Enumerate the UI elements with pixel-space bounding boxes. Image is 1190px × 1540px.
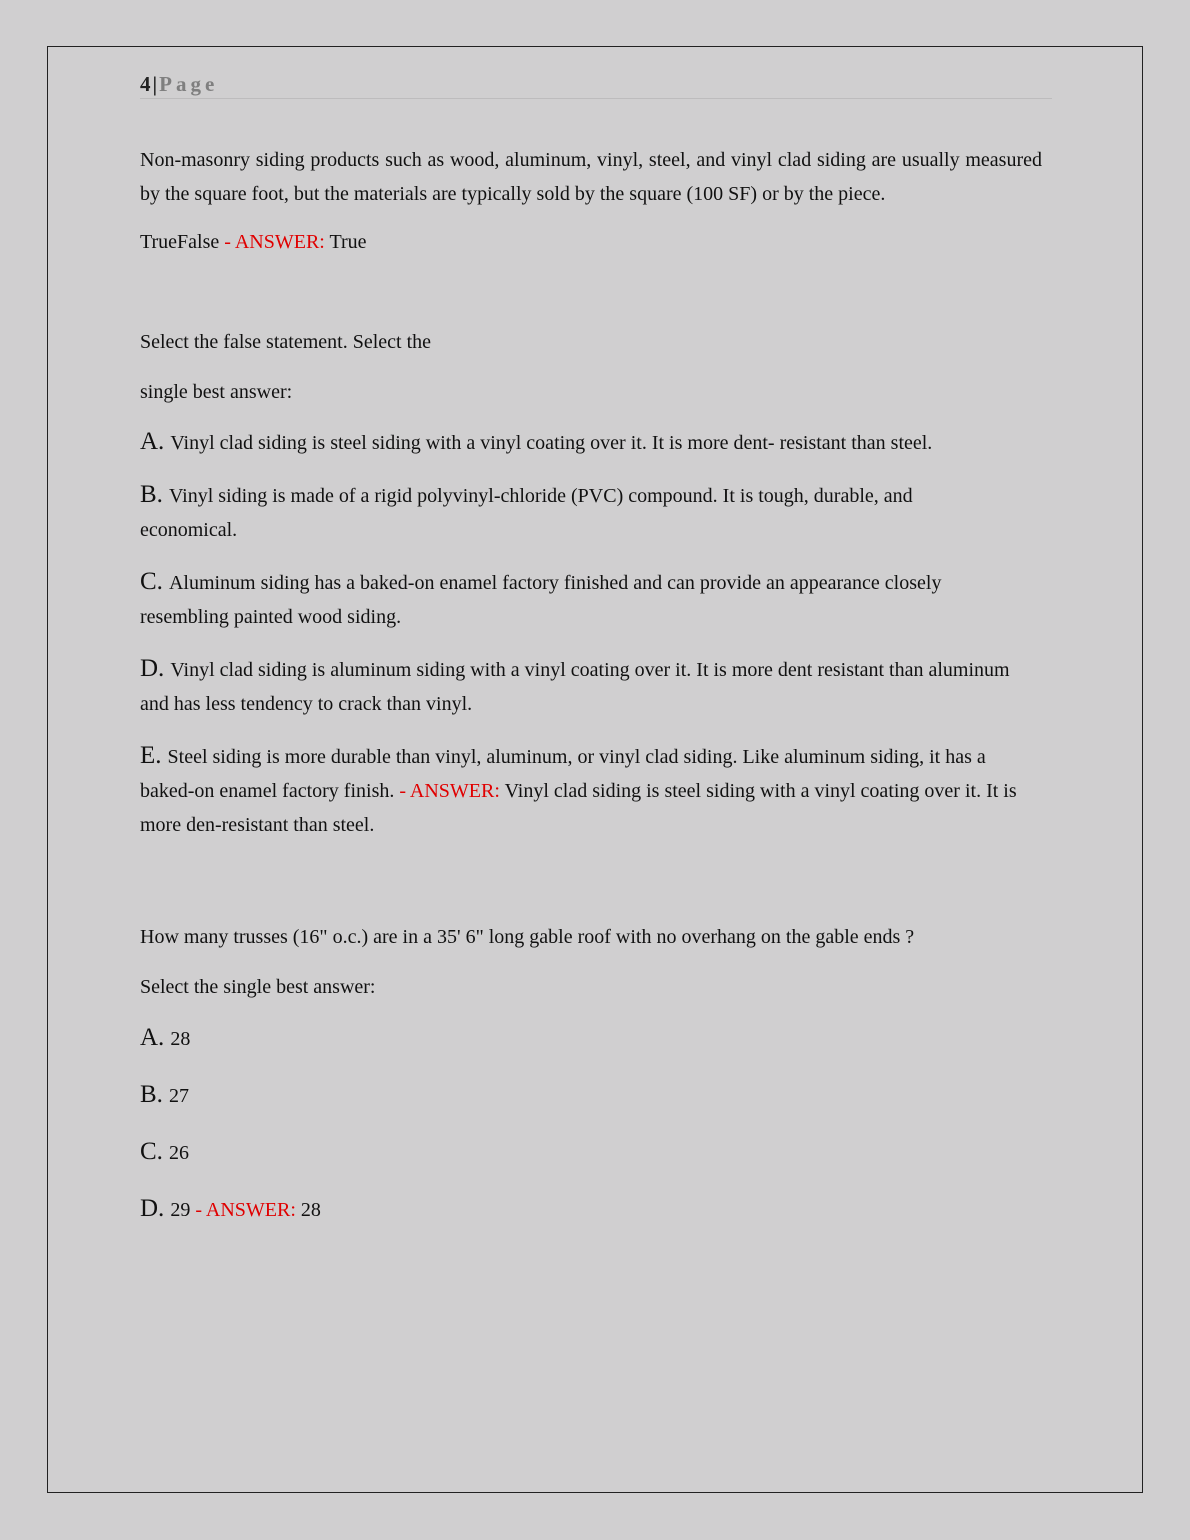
option-text: Vinyl clad siding is steel siding with a vinyl coating over it. It is more dent- resistant than steel. — [170, 432, 933, 454]
option-letter: C. — [140, 568, 163, 595]
question-2-option-d — [140, 652, 1020, 721]
question-1-answer: True — [329, 231, 367, 253]
option-letter: B. — [140, 1081, 163, 1108]
question-1-answer-line — [140, 225, 1042, 259]
question-3-stem-line-1: How many trusses (16" o.c.) are in a 35' 6" long gable roof with no overhang on the gable ends ? — [140, 926, 915, 948]
question-2-answer: Vinyl clad siding is steel siding with a vinyl coating over it. It is more den-resistant than steel. — [140, 780, 1017, 836]
question-2-option-a — [140, 425, 970, 460]
question-1-text: Non-masonry siding products such as wood, aluminum, vinyl, steel, and vinyl clad siding are usually measured by the square foot, but the materials are typically sold by the square (100 SF) or by the piece. — [140, 149, 1042, 205]
question-3-option-d — [140, 1191, 1042, 1228]
option-text: Aluminum siding has a baked-on enamel factory finished and can provide an appearance closely resembling painted wood siding. — [140, 572, 942, 628]
option-text: Steel siding is more durable than vinyl, aluminum, or vinyl clad siding. Like aluminum siding, it has a baked-on enamel factory finish. — [140, 746, 986, 802]
option-letter: A. — [140, 428, 165, 455]
option-letter: A. — [140, 1024, 165, 1051]
option-letter: C. — [140, 1138, 163, 1165]
question-3-answer: 28 — [300, 1199, 321, 1221]
answer-label: - ANSWER: — [195, 1199, 296, 1221]
question-2-stem-line-2: single best answer: — [140, 381, 293, 403]
question-3-option-c — [140, 1134, 1042, 1171]
option-text: 27 — [168, 1085, 189, 1107]
option-text: Vinyl clad siding is aluminum siding with a vinyl coating over it. It is more dent resistant than aluminum and has less tendency to crack than vinyl. — [140, 659, 1010, 715]
question-3-stem-line-2: Select the single best answer: — [140, 976, 376, 998]
question-2-stem-line-1: Select the false statement. Select the — [140, 331, 431, 353]
option-text: 28 — [170, 1028, 191, 1050]
question-2-option-e — [140, 739, 1040, 842]
answer-label: - ANSWER: — [399, 780, 500, 802]
question-1-choices: TrueFalse — [140, 231, 220, 253]
page-content — [140, 70, 1042, 1248]
page-header — [140, 70, 1052, 99]
question-3-option-b — [140, 1077, 1042, 1114]
header-separator: | — [152, 72, 158, 96]
option-letter: E. — [140, 742, 162, 769]
page-label: Page — [159, 72, 219, 96]
option-text: 26 — [168, 1142, 189, 1164]
option-letter: D. — [140, 655, 165, 682]
option-text: Vinyl siding is made of a rigid polyvinyl-chloride (PVC) compound. It is tough, durable, and economical. — [140, 485, 913, 541]
answer-label: - ANSWER: — [224, 231, 325, 253]
option-letter: B. — [140, 481, 163, 508]
question-3-option-a — [140, 1020, 1042, 1057]
question-2-option-c — [140, 565, 970, 634]
question-2-option-b — [140, 478, 1010, 547]
option-letter: D. — [140, 1195, 165, 1222]
page-number: 4 — [140, 72, 151, 96]
option-text: 29 — [170, 1199, 191, 1221]
